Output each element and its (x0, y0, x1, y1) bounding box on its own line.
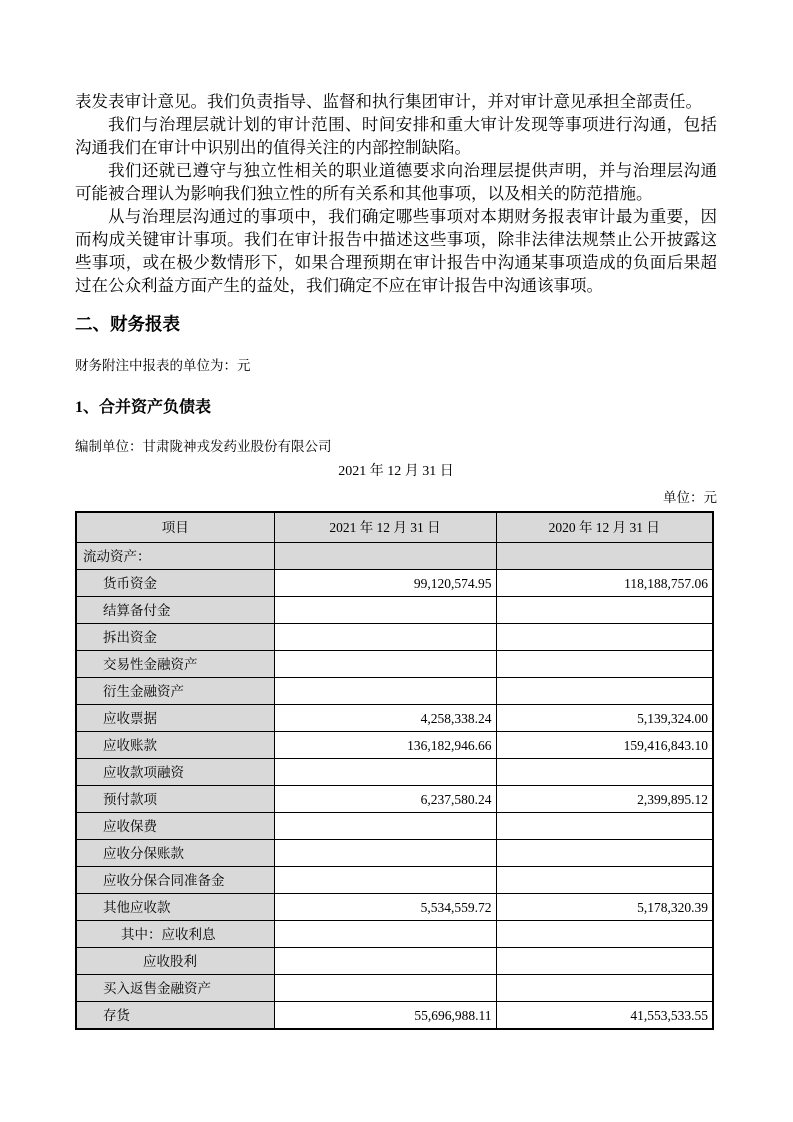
value-2020-cell (496, 677, 713, 704)
statement-date-line: 2021 年 12 月 31 日 (338, 464, 454, 479)
value-2021-cell (274, 839, 496, 866)
item-cell: 结算备付金 (76, 596, 274, 623)
table-row (76, 542, 713, 569)
audit-paragraph: 我们还就已遵守与独立性相关的职业道德要求向治理层提供声明，并与治理层沟通可能被合理认为影响我们独立性的所有关系和其他事项，以及相关的防范措施。 (75, 161, 717, 203)
table-row (76, 650, 713, 677)
item-cell: 应收款项融资 (76, 758, 274, 785)
item-cell: 货币资金 (76, 569, 274, 596)
value-2021-cell (274, 623, 496, 650)
audit-paragraph: 我们与治理层就计划的审计范围、时间安排和重大审计发现等事项进行沟通，包括沟通我们在审计中识别出的值得关注的内部控制缺陷。 (75, 115, 717, 157)
table-row (76, 1001, 713, 1029)
balance-sheet-body (76, 542, 713, 1029)
value-2021-cell: 6,237,580.24 (274, 785, 496, 812)
item-cell: 其他应收款 (76, 893, 274, 920)
value-2020-cell (496, 974, 713, 1001)
value-2021-cell: 99,120,574.95 (274, 569, 496, 596)
value-2020-cell: 41,553,533.55 (496, 1001, 713, 1029)
value-2020-cell: 5,178,320.39 (496, 893, 713, 920)
value-2020-cell (496, 650, 713, 677)
value-2020-cell (496, 623, 713, 650)
header-item-column: 项目 (76, 512, 274, 542)
table-row (76, 920, 713, 947)
item-cell: 应收股利 (76, 947, 274, 974)
prepared-by-line: 编制单位：甘肃陇神戎发药业股份有限公司 (75, 439, 332, 454)
header-2021-column: 2021 年 12 月 31 日 (274, 512, 496, 542)
value-2021-cell (274, 947, 496, 974)
balance-sheet-table (75, 511, 714, 1030)
value-2021-cell (274, 974, 496, 1001)
value-2021-cell (274, 650, 496, 677)
value-2021-cell (274, 812, 496, 839)
value-2021-cell (274, 758, 496, 785)
table-row (76, 623, 713, 650)
item-cell: 存货 (76, 1001, 274, 1029)
item-cell: 预付款项 (76, 785, 274, 812)
value-2020-cell (496, 596, 713, 623)
value-2020-cell: 2,399,895.12 (496, 785, 713, 812)
table-row (76, 812, 713, 839)
value-2021-cell (274, 596, 496, 623)
item-cell: 拆出资金 (76, 623, 274, 650)
item-cell: 买入返售金融资产 (76, 974, 274, 1001)
audit-paragraph: 从与治理层沟通过的事项中，我们确定哪些事项对本期财务报表审计最为重要，因而构成关键审计事项。我们在审计报告中描述这些事项，除非法律法规禁止公开披露这些事项，或在极少数情形下，如果合理预期在审计报告中沟通某事项造成的负面后果超过在公众利益方面产生的益处，我们确定不应在审计报告中沟通该事项。 (75, 207, 717, 295)
table-header-row (76, 512, 713, 542)
item-cell: 其中：应收利息 (76, 920, 274, 947)
table-row (76, 677, 713, 704)
item-cell: 流动资产： (76, 542, 274, 569)
table-row (76, 866, 713, 893)
value-2021-cell (274, 542, 496, 569)
table-row (76, 758, 713, 785)
table-row (76, 785, 713, 812)
table-row (76, 731, 713, 758)
item-cell: 交易性金融资产 (76, 650, 274, 677)
unit-note: 财务附注中报表的单位为：元 (75, 358, 251, 373)
item-cell: 应收保费 (76, 812, 274, 839)
value-2021-cell: 5,534,559.72 (274, 893, 496, 920)
value-2020-cell: 159,416,843.10 (496, 731, 713, 758)
unit-label-line: 单位：元 (663, 490, 717, 505)
table-row (76, 893, 713, 920)
item-cell: 衍生金融资产 (76, 677, 274, 704)
item-cell: 应收分保合同准备金 (76, 866, 274, 893)
table-row (76, 569, 713, 596)
table-row (76, 947, 713, 974)
table-row (76, 974, 713, 1001)
value-2020-cell: 5,139,324.00 (496, 704, 713, 731)
value-2020-cell (496, 920, 713, 947)
section-heading: 二、财务报表 (75, 314, 180, 334)
value-2020-cell: 118,188,757.06 (496, 569, 713, 596)
value-2021-cell (274, 866, 496, 893)
item-cell: 应收账款 (76, 731, 274, 758)
header-2020-column: 2020 年 12 月 31 日 (496, 512, 713, 542)
item-cell: 应收分保账款 (76, 839, 274, 866)
table-row (76, 839, 713, 866)
value-2020-cell (496, 812, 713, 839)
table-row (76, 704, 713, 731)
item-cell: 应收票据 (76, 704, 274, 731)
value-2020-cell (496, 866, 713, 893)
subsection-heading: 1、合并资产负债表 (75, 399, 212, 416)
value-2021-cell: 55,696,988.11 (274, 1001, 496, 1029)
value-2021-cell: 4,258,338.24 (274, 704, 496, 731)
value-2020-cell (496, 758, 713, 785)
value-2020-cell (496, 947, 713, 974)
value-2021-cell (274, 920, 496, 947)
table-row (76, 596, 713, 623)
audit-paragraph: 表发表审计意见。我们负责指导、监督和执行集团审计，并对审计意见承担全部责任。 (75, 92, 702, 111)
value-2021-cell: 136,182,946.66 (274, 731, 496, 758)
value-2020-cell (496, 542, 713, 569)
value-2021-cell (274, 677, 496, 704)
value-2020-cell (496, 839, 713, 866)
